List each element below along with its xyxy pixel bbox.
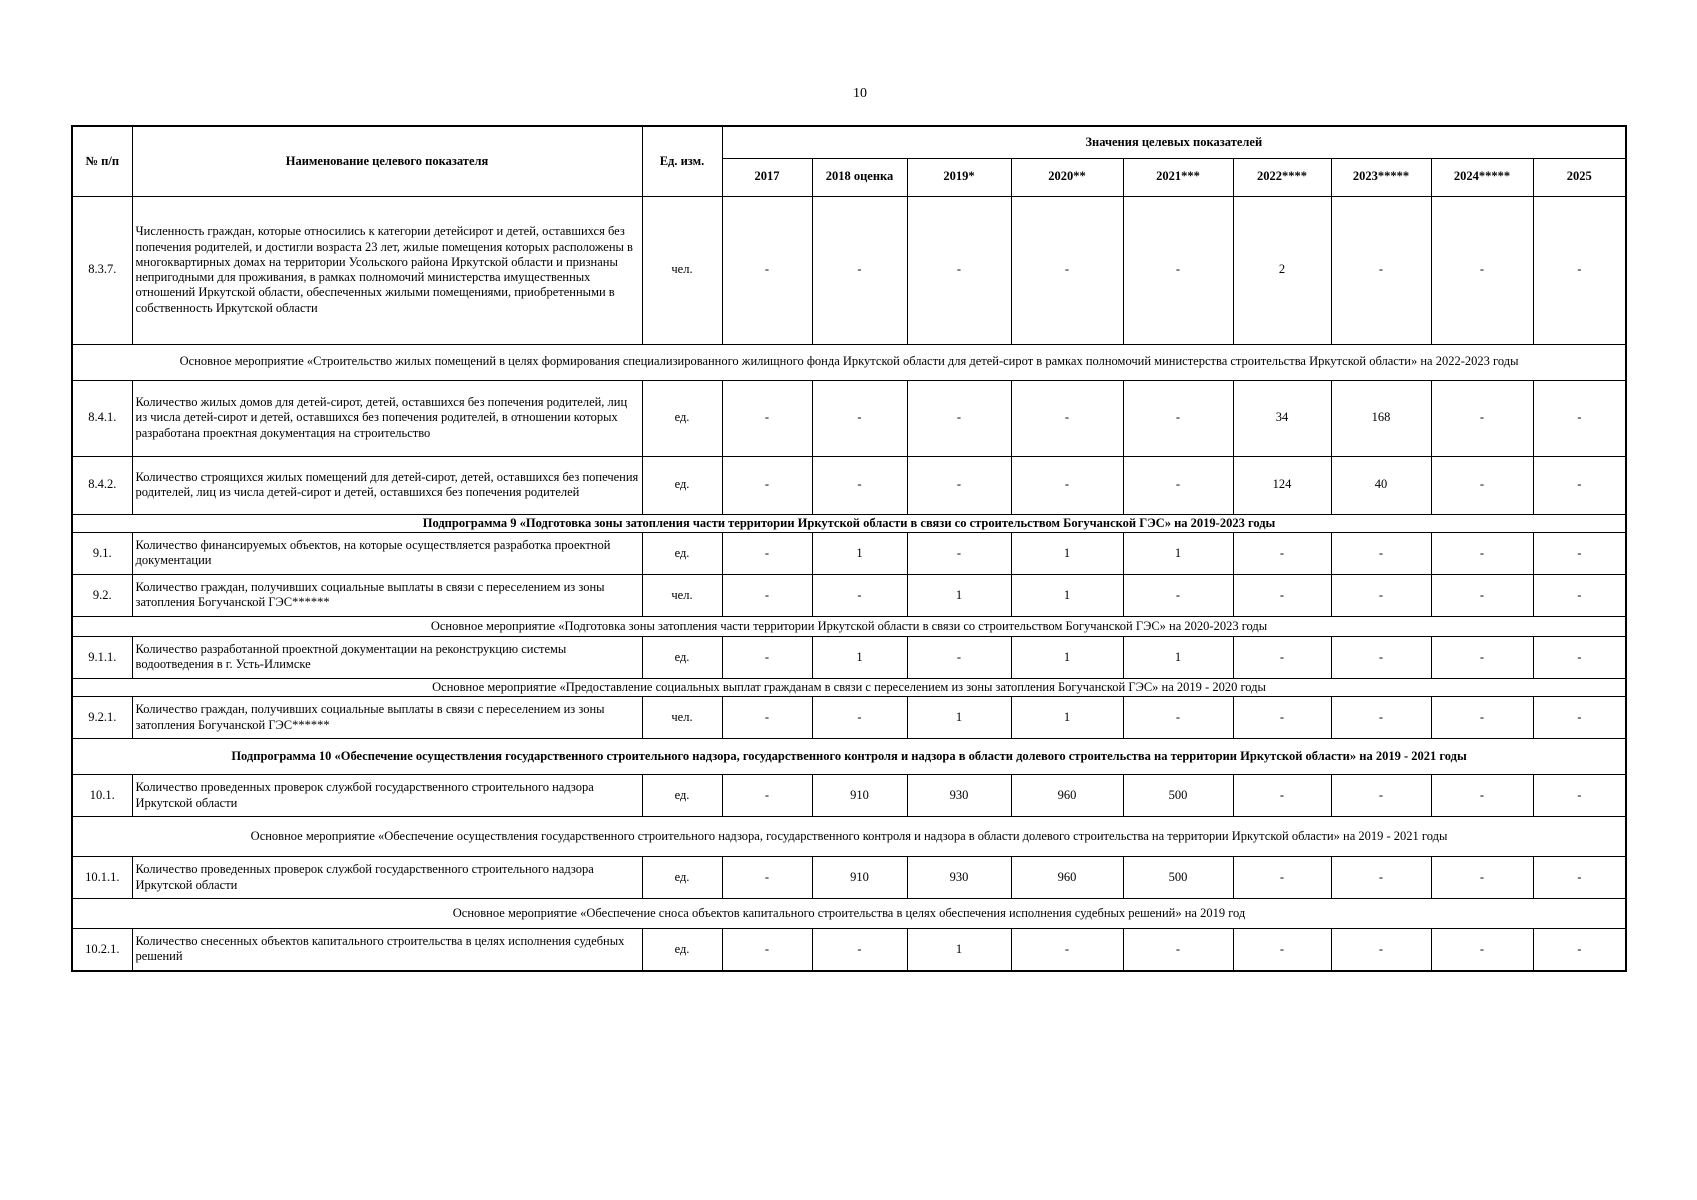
row-number: 8.3.7. — [72, 196, 132, 344]
value-cell: - — [722, 775, 812, 817]
header-year: 2018 оценка — [812, 158, 907, 196]
value-cell: - — [1431, 456, 1533, 514]
section-title: Основное мероприятие «Строительство жилых помещений в целях формирования специализированного жилищного фонда Иркутской области для детей-сирот в рамках полномочий министерства строительства Иркутской области» на 2022-2023 годы — [72, 344, 1626, 380]
value-cell: - — [1431, 636, 1533, 678]
indicator-name: Количество граждан, получивших социальные выплаты в связи с переселением из зоны затопления Богучанской ГЭС****** — [132, 697, 642, 739]
table-row — [72, 574, 1626, 616]
value-cell: - — [1431, 196, 1533, 344]
value-cell: - — [812, 196, 907, 344]
row-number: 9.2. — [72, 574, 132, 616]
value-cell: - — [1011, 196, 1123, 344]
value-cell: - — [812, 929, 907, 971]
section-row — [72, 344, 1626, 380]
value-cell: 1 — [1011, 574, 1123, 616]
indicator-name: Количество финансируемых объектов, на которые осуществляется разработка проектной документации — [132, 532, 642, 574]
value-cell: - — [722, 456, 812, 514]
indicator-name: Количество разработанной проектной документации на реконструкцию системы водоотведения в г. Усть-Илимске — [132, 636, 642, 678]
value-cell: - — [1431, 775, 1533, 817]
value-cell: 960 — [1011, 775, 1123, 817]
indicator-name: Количество жилых домов для детей-сирот, детей, оставшихся без попечения родителей, лиц из числа детей-сирот и детей, оставшихся без попечения родителей, в отношении которых разработана проектная документация на строительство — [132, 380, 642, 456]
header-year: 2017 — [722, 158, 812, 196]
value-cell: 1 — [1123, 532, 1233, 574]
value-cell: - — [1431, 697, 1533, 739]
value-cell: 124 — [1233, 456, 1331, 514]
value-cell: 500 — [1123, 775, 1233, 817]
value-cell: - — [722, 196, 812, 344]
section-title: Основное мероприятие «Обеспечение осуществления государственного строительного надзора, государственного контроля и надзора в области долевого строительства на территории Иркутской области» на 2019 - 2021 годы — [72, 817, 1626, 857]
value-cell: - — [1431, 532, 1533, 574]
value-cell: - — [907, 532, 1011, 574]
value-cell: - — [722, 857, 812, 899]
table-row — [72, 697, 1626, 739]
header-year: 2019* — [907, 158, 1011, 196]
value-cell: - — [1533, 857, 1626, 899]
value-cell: 1 — [1011, 636, 1123, 678]
value-cell: - — [1331, 857, 1431, 899]
unit-cell: чел. — [642, 697, 722, 739]
value-cell: - — [1431, 574, 1533, 616]
value-cell: - — [1331, 532, 1431, 574]
table-row — [72, 380, 1626, 456]
table-row — [72, 929, 1626, 971]
indicator-name: Количество граждан, получивших социальные выплаты в связи с переселением из зоны затопления Богучанской ГЭС****** — [132, 574, 642, 616]
value-cell: 1 — [907, 574, 1011, 616]
value-cell: - — [722, 532, 812, 574]
value-cell: 500 — [1123, 857, 1233, 899]
section-row — [72, 678, 1626, 696]
value-cell: - — [1533, 775, 1626, 817]
table-row — [72, 857, 1626, 899]
value-cell: 1 — [1011, 532, 1123, 574]
value-cell: 1 — [1123, 636, 1233, 678]
value-cell: - — [1123, 929, 1233, 971]
value-cell: - — [1533, 929, 1626, 971]
value-cell: 1 — [907, 697, 1011, 739]
value-cell: - — [1233, 857, 1331, 899]
section-row — [72, 616, 1626, 636]
value-cell: 1 — [812, 532, 907, 574]
header-year: 2023***** — [1331, 158, 1431, 196]
value-cell: - — [907, 196, 1011, 344]
section-title: Основное мероприятие «Предоставление социальных выплат гражданам в связи с переселением из зоны затопления Богучанской ГЭС» на 2019 - 2020 годы — [72, 678, 1626, 696]
value-cell: - — [1011, 380, 1123, 456]
header-year: 2022**** — [1233, 158, 1331, 196]
value-cell: 34 — [1233, 380, 1331, 456]
indicator-name: Количество строящихся жилых помещений для детей-сирот, детей, оставшихся без попечения родителей, лиц из числа детей-сирот и детей, оставшихся без попечения родителей — [132, 456, 642, 514]
value-cell: - — [722, 697, 812, 739]
unit-cell: чел. — [642, 574, 722, 616]
section-row — [72, 899, 1626, 929]
value-cell: - — [1533, 636, 1626, 678]
unit-cell: ед. — [642, 929, 722, 971]
indicator-name: Количество снесенных объектов капитального строительства в целях исполнения судебных решений — [132, 929, 642, 971]
table-row — [72, 775, 1626, 817]
header-name: Наименование целевого показателя — [132, 126, 642, 196]
unit-cell: ед. — [642, 532, 722, 574]
row-number: 10.1. — [72, 775, 132, 817]
value-cell: 1 — [1011, 697, 1123, 739]
value-cell: - — [1331, 636, 1431, 678]
value-cell: - — [812, 574, 907, 616]
unit-cell: ед. — [642, 857, 722, 899]
value-cell: - — [1233, 697, 1331, 739]
value-cell: - — [1331, 574, 1431, 616]
value-cell: - — [1123, 196, 1233, 344]
value-cell: - — [812, 697, 907, 739]
header-values: Значения целевых показателей — [722, 126, 1626, 158]
value-cell: 1 — [812, 636, 907, 678]
row-number: 8.4.1. — [72, 380, 132, 456]
value-cell: - — [812, 380, 907, 456]
unit-cell: ед. — [642, 775, 722, 817]
section-title: Основное мероприятие «Обеспечение сноса объектов капитального строительства в целях обеспечения исполнения судебных решений» на 2019 год — [72, 899, 1626, 929]
value-cell: - — [722, 636, 812, 678]
value-cell: - — [907, 636, 1011, 678]
value-cell: - — [1233, 532, 1331, 574]
value-cell: 930 — [907, 857, 1011, 899]
value-cell: - — [722, 380, 812, 456]
value-cell: - — [1123, 456, 1233, 514]
value-cell: - — [1233, 574, 1331, 616]
header-year: 2020** — [1011, 158, 1123, 196]
value-cell: - — [1431, 857, 1533, 899]
table-header — [72, 126, 1626, 196]
value-cell: - — [1233, 775, 1331, 817]
header-num: № п/п — [72, 126, 132, 196]
value-cell: - — [812, 456, 907, 514]
row-number: 9.1. — [72, 532, 132, 574]
table-row — [72, 532, 1626, 574]
header-year: 2025 — [1533, 158, 1626, 196]
value-cell: - — [1331, 929, 1431, 971]
table-row — [72, 196, 1626, 344]
section-row — [72, 817, 1626, 857]
value-cell: 910 — [812, 775, 907, 817]
value-cell: 40 — [1331, 456, 1431, 514]
value-cell: - — [1233, 636, 1331, 678]
unit-cell: ед. — [642, 636, 722, 678]
indicator-name: Численность граждан, которые относились к категории детейсирот и детей, оставшихся без попечения родителей, и достигли возраста 23 лет, жилые помещения которых расположены в многоквартирных домах на территории Усольского района Иркутской области и признаны непригодными для проживания, в рамках полномочий министерства имущественных отношений Иркутской области, обеспеченных жилыми помещениями, приобретенными в собственность Иркутской области — [132, 196, 642, 344]
section-title: Основное мероприятие «Подготовка зоны затопления части территории Иркутской области в связи со строительством Богучанской ГЭС» на 2020-2023 годы — [72, 616, 1626, 636]
value-cell: - — [1011, 929, 1123, 971]
unit-cell: ед. — [642, 380, 722, 456]
unit-cell: ед. — [642, 456, 722, 514]
value-cell: - — [1233, 929, 1331, 971]
indicator-name: Количество проведенных проверок службой государственного строительного надзора Иркутской области — [132, 775, 642, 817]
value-cell: - — [1331, 775, 1431, 817]
row-number: 9.1.1. — [72, 636, 132, 678]
value-cell: - — [1533, 574, 1626, 616]
value-cell: - — [907, 456, 1011, 514]
value-cell: - — [907, 380, 1011, 456]
value-cell: 168 — [1331, 380, 1431, 456]
value-cell: 1 — [907, 929, 1011, 971]
section-title: Подпрограмма 10 «Обеспечение осуществления государственного строительного надзора, государственного контроля и надзора в области долевого строительства на территории Иркутской области» на 2019 - 2021 годы — [72, 739, 1626, 775]
section-title: Подпрограмма 9 «Подготовка зоны затопления части территории Иркутской области в связи со строительством Богучанской ГЭС» на 2019-2023 годы — [72, 514, 1626, 532]
value-cell: 2 — [1233, 196, 1331, 344]
value-cell: - — [1123, 574, 1233, 616]
value-cell: - — [1123, 380, 1233, 456]
value-cell: - — [1533, 380, 1626, 456]
value-cell: - — [1533, 196, 1626, 344]
section-row — [72, 514, 1626, 532]
row-number: 9.2.1. — [72, 697, 132, 739]
indicator-name: Количество проведенных проверок службой государственного строительного надзора Иркутской области — [132, 857, 642, 899]
value-cell: - — [1331, 196, 1431, 344]
page-number: 10 — [853, 86, 867, 101]
row-number: 8.4.2. — [72, 456, 132, 514]
value-cell: 960 — [1011, 857, 1123, 899]
header-unit: Ед. изм. — [642, 126, 722, 196]
table-row — [72, 456, 1626, 514]
header-year: 2024***** — [1431, 158, 1533, 196]
value-cell: - — [1533, 532, 1626, 574]
row-number: 10.2.1. — [72, 929, 132, 971]
value-cell: 930 — [907, 775, 1011, 817]
value-cell: - — [1533, 697, 1626, 739]
value-cell: - — [1533, 456, 1626, 514]
value-cell: - — [722, 574, 812, 616]
value-cell: - — [1011, 456, 1123, 514]
value-cell: - — [1431, 929, 1533, 971]
value-cell: - — [722, 929, 812, 971]
unit-cell: чел. — [642, 196, 722, 344]
table-row — [72, 636, 1626, 678]
indicators-table — [71, 125, 1627, 972]
row-number: 10.1.1. — [72, 857, 132, 899]
header-year: 2021*** — [1123, 158, 1233, 196]
value-cell: - — [1123, 697, 1233, 739]
table-body — [72, 196, 1626, 971]
value-cell: 910 — [812, 857, 907, 899]
value-cell: - — [1331, 697, 1431, 739]
section-row — [72, 739, 1626, 775]
value-cell: - — [1431, 380, 1533, 456]
